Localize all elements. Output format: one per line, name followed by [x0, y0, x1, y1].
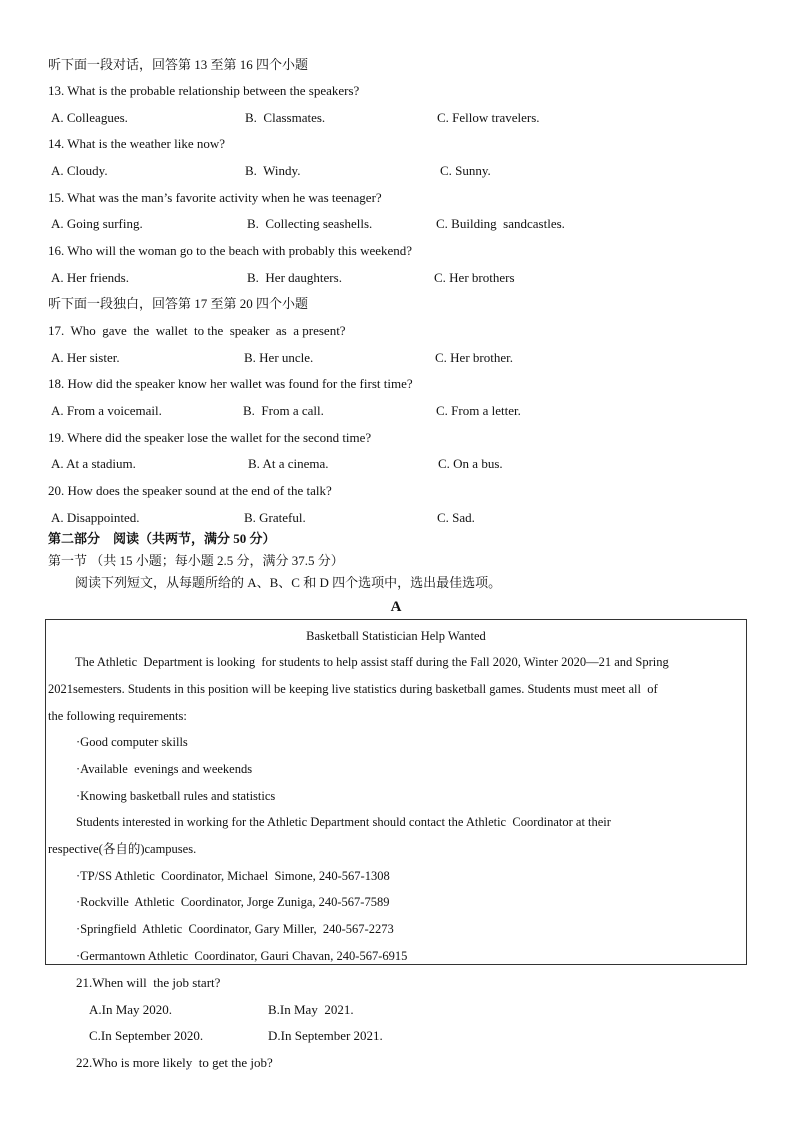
ad-paragraph-1-line-2: 2021semesters. Students in this position will be keeping live statistics during basketball games. Students must meet all of — [48, 682, 658, 696]
q14-option-b: B. Windy. — [245, 163, 301, 178]
monologue-instruction: 听下面一段独白，回答第 17 至第 20 四个小题 — [48, 296, 309, 311]
ad-paragraph-2-line-1: Students interested in working for the Athletic Department should contact the Athletic Coordinator at their — [76, 815, 611, 829]
question-20: 20. How does the speaker sound at the end of the talk? — [48, 483, 332, 498]
q18-option-b: B. From a call. — [243, 403, 324, 418]
q17-option-a: A. Her sister. — [51, 350, 120, 365]
question-18: 18. How did the speaker know her wallet was found for the first time? — [48, 376, 413, 391]
reading-instruction: 阅读下列短文，从每题所给的 A、B、C 和 D 四个选项中，选出最佳选项。 — [75, 575, 502, 590]
ad-paragraph-2-line-2: respective(各自的)campuses. — [48, 842, 197, 856]
dialogue-instruction: 听下面一段对话，回答第 13 至第 16 四个小题 — [48, 57, 309, 72]
q21-option-c: C.In September 2020. — [89, 1028, 204, 1043]
part-two-title: 第二部分 阅读（共两节，满分 50 分） — [48, 531, 276, 546]
question-21: 21.When will the job start? — [76, 975, 221, 990]
ad-paragraph-1-line-3: the following requirements: — [48, 709, 187, 723]
ad-contact-1: ·TP/SS Athletic Coordinator, Michael Simone, 240-567-1308 — [76, 869, 390, 883]
question-17: 17. Who gave the wallet to the speaker as a present? — [48, 323, 346, 338]
section-one-title: 第一节 （共 15 小题；每小题 2.5 分，满分 37.5 分） — [48, 553, 344, 568]
ad-contact-4: ·Germantown Athletic Coordinator, Gauri Chavan, 240-567-6915 — [76, 949, 408, 963]
q20-option-c: C. Sad. — [437, 510, 475, 525]
q18-option-c: C. From a letter. — [436, 403, 521, 418]
q20-option-a: A. Disappointed. — [51, 510, 140, 525]
q17-option-b: B. Her uncle. — [244, 350, 314, 365]
q21-option-a: A.In May 2020. — [89, 1002, 173, 1017]
q13-option-b: B. Classmates. — [245, 110, 326, 125]
q13-option-a: A. Colleagues. — [51, 110, 128, 125]
ad-requirement-1: ·Good computer skills — [76, 735, 188, 749]
ad-requirement-2: ·Available evenings and weekends — [76, 762, 253, 776]
q14-option-c: C. Sunny. — [440, 163, 491, 178]
ad-contact-3: ·Springfield Athletic Coordinator, Gary Miller, 240-567-2273 — [76, 922, 394, 936]
question-15: 15. What was the man’s favorite activity when he was teenager? — [48, 190, 382, 205]
question-16: 16. Who will the woman go to the beach with probably this weekend? — [48, 243, 413, 258]
q19-option-b: B. At a cinema. — [248, 456, 329, 471]
q19-option-a: A. At a stadium. — [51, 456, 136, 471]
ad-paragraph-1-line-1: The Athletic Department is looking for students to help assist staff during the Fall 2020, Winter 2020—21 and Spring — [75, 655, 669, 669]
q21-option-d: D.In September 2021. — [268, 1028, 383, 1043]
passage-letter: A — [390, 599, 402, 615]
ad-contact-2: ·Rockville Athletic Coordinator, Jorge Zuniga, 240-567-7589 — [76, 895, 390, 909]
q17-option-c: C. Her brother. — [435, 350, 513, 365]
q14-option-a: A. Cloudy. — [51, 163, 108, 178]
ad-requirement-3: ·Knowing basketball rules and statistics — [76, 789, 276, 803]
q21-option-b: B.In May 2021. — [268, 1002, 354, 1017]
q15-option-b: B. Collecting seashells. — [247, 216, 373, 231]
q18-option-a: A. From a voicemail. — [51, 403, 162, 418]
q19-option-c: C. On a bus. — [438, 456, 503, 471]
question-22: 22.Who is more likely to get the job? — [76, 1055, 273, 1070]
q16-option-b: B. Her daughters. — [247, 270, 342, 285]
ad-title: Basketball Statistician Help Wanted — [306, 629, 486, 643]
question-13: 13. What is the probable relationship between the speakers? — [48, 83, 360, 98]
q16-option-c: C. Her brothers — [434, 270, 515, 285]
q16-option-a: A. Her friends. — [51, 270, 129, 285]
question-14: 14. What is the weather like now? — [48, 136, 226, 151]
q15-option-c: C. Building sandcastles. — [436, 216, 565, 231]
q13-option-c: C. Fellow travelers. — [437, 110, 540, 125]
question-19: 19. Where did the speaker lose the wallet for the second time? — [48, 430, 372, 445]
q20-option-b: B. Grateful. — [244, 510, 306, 525]
q15-option-a: A. Going surfing. — [51, 216, 143, 231]
